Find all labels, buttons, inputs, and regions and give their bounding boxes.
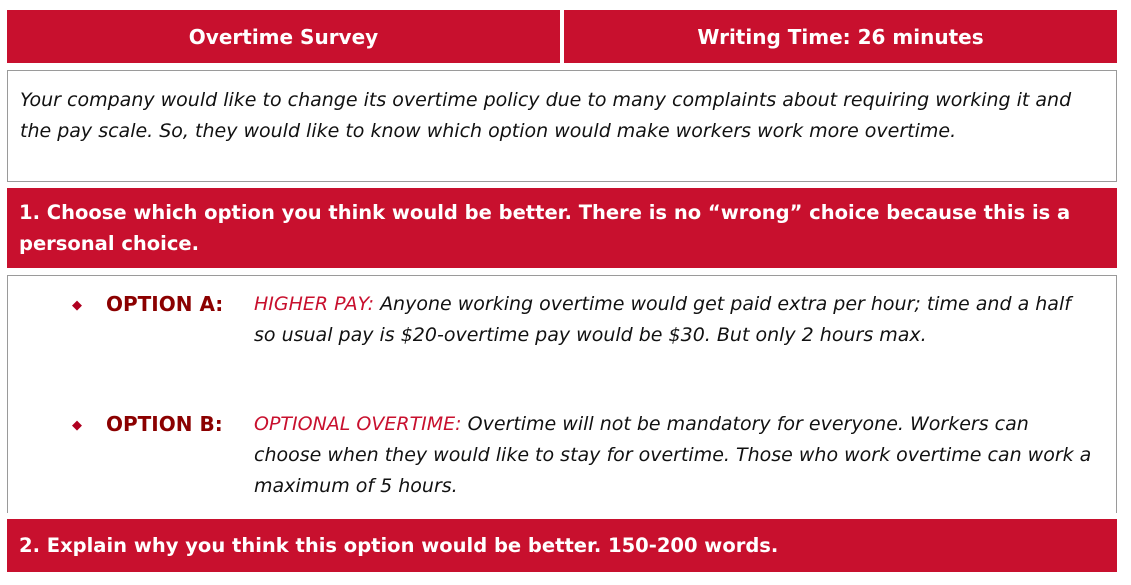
diamond-bullet-icon: ◆ — [72, 298, 82, 313]
option-b-heading: OPTIONAL OVERTIME: — [254, 413, 468, 435]
writing-time: Writing Time: 26 minutes — [564, 10, 1117, 63]
options-list — [7, 275, 1117, 513]
question-1: 1. Choose which option you think would be better. There is no “wrong” choice because this is a personal choice. — [7, 188, 1117, 268]
diamond-bullet-icon: ◆ — [72, 418, 82, 433]
survey-title: Overtime Survey — [7, 10, 560, 63]
header-row — [7, 10, 1117, 63]
option-b-text — [254, 409, 1094, 502]
option-b-label: OPTION B: — [106, 412, 223, 436]
option-b-description: Overtime will not be mandatory for everyone. Workers can choose when they would like to stay for overtime. Those who work overtime can work a maximum of 5 hours. — [254, 413, 1092, 497]
option-a-heading: HIGHER PAY: — [254, 293, 381, 315]
intro-paragraph: Your company would like to change its overtime policy due to many complaints about requiring working it and the pay scale. So, they would like to know which option would make workers work more overtime. — [7, 70, 1117, 182]
option-a-description: Anyone working overtime would get paid extra per hour; time and a half so usual pay is $20-overtime pay would be $30. But only 2 hours max. — [254, 293, 1071, 346]
question-2: 2. Explain why you think this option would be better. 150-200 words. — [7, 519, 1117, 572]
option-a-label: OPTION A: — [106, 292, 224, 316]
option-a-text — [254, 289, 1094, 351]
